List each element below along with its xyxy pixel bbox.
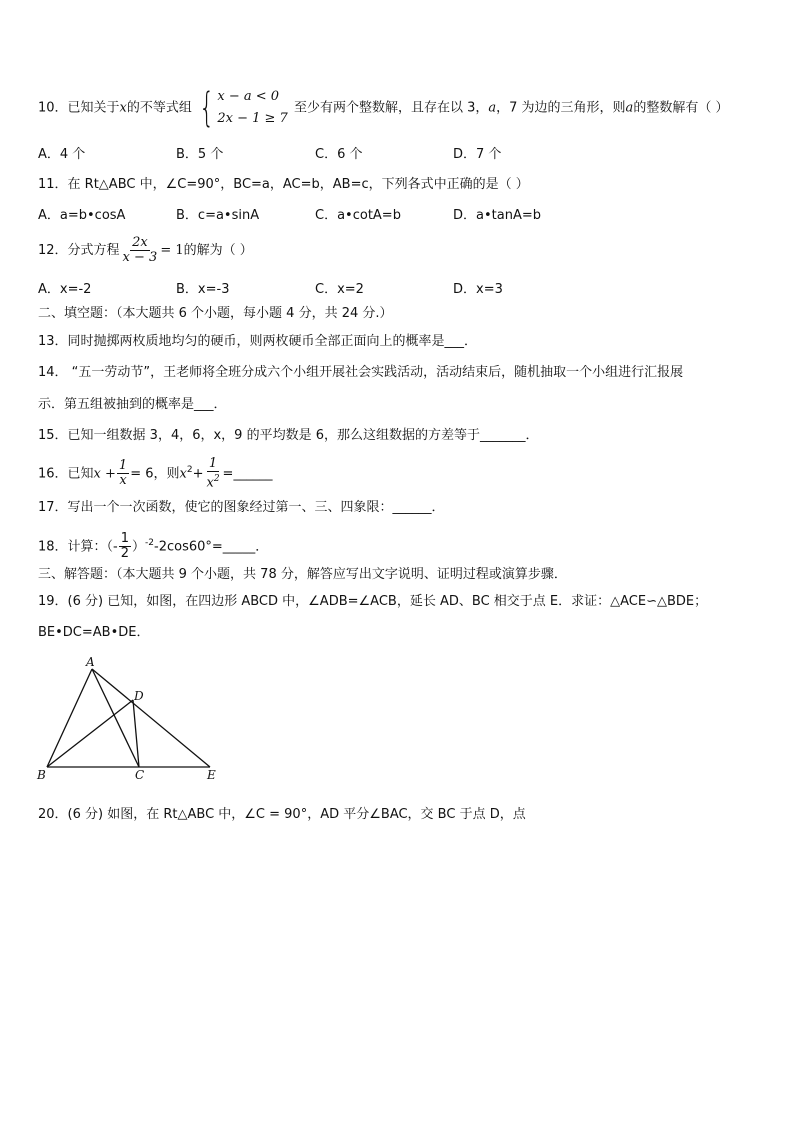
geometry-figure (30, 655, 230, 785)
q12-option-a: A．x=-2 (38, 282, 92, 297)
q16-plus: + (192, 466, 204, 482)
question-12 (38, 236, 253, 266)
q16-sq: 2 (186, 465, 193, 475)
q10-option-a: A．4 个 (38, 147, 86, 162)
label-e: E (207, 768, 216, 782)
q12-suffix: 的解为（ ） (183, 243, 253, 258)
q16-frac2-num: 1 (208, 456, 218, 472)
q10-mid: 的不等式组 (126, 100, 192, 116)
q16-blank: ______ (233, 466, 273, 482)
q16-frac1-num: 1 (118, 458, 128, 474)
q12-fraction (121, 236, 160, 265)
q12-option-d: D．x=3 (453, 282, 503, 297)
q12-prefix: 12．分式方程 (38, 243, 120, 258)
q18-num: 1 (120, 531, 130, 547)
brace-icon: { (198, 85, 215, 131)
q12-option-b: B．x=-3 (176, 282, 230, 297)
q11-option-d: D．a•tanA=b (453, 208, 541, 223)
question-14-line1: 14． “五一劳动节”，王老师将全班分成六个小组开展社会实践活动，活动结束后，随机抽取一个小组进行汇报展 (38, 365, 684, 380)
label-a: A (86, 655, 95, 669)
segment-ac (92, 669, 139, 767)
q12-eq: = 1 (160, 243, 184, 258)
q12-denominator: x − 3 (122, 250, 158, 265)
q10-var-x: x (119, 100, 127, 116)
q16-x-plus: x + (93, 466, 116, 482)
q12-option-c: C．x=2 (315, 282, 364, 297)
q16-eq2: = (222, 466, 234, 482)
q12-numerator: 2x (132, 235, 148, 250)
question-11: 11．在 Rt△ABC 中，∠C=90°，BC=a，AC=b，AB=c，下列各式中正确的是（ ） (38, 177, 529, 192)
question-20: 20．(6 分) 如图，在 Rt△ABC 中，∠C = 90°，AD 平分∠BAC，交 BC 于点 D，点 (38, 807, 526, 822)
q10-prefix: 10．已知关于 (38, 100, 120, 116)
q11-option-b: B．c=a•sinA (176, 208, 260, 223)
q16-prefix: 16．已知 (38, 466, 94, 482)
q16-frac1-den: x (119, 473, 127, 489)
label-b: B (37, 768, 46, 782)
section-2-heading: 二、填空题：（本大题共 6 个小题，每小题 4 分，共 24 分.） (38, 306, 393, 321)
segment-bd (47, 700, 133, 767)
question-14-line2: 示．第五组被抽到的概率是___． (38, 397, 227, 412)
q18-exp: -2 (145, 538, 155, 548)
label-d: D (134, 689, 144, 703)
label-c: C (135, 768, 145, 782)
q10-var-a: a (488, 100, 497, 116)
question-10 (38, 86, 728, 130)
q10-ineq2: 2x − 1 ≥ 7 (217, 111, 288, 126)
q16-fraction-2 (204, 457, 221, 490)
question-16 (38, 454, 272, 491)
q16-eq1: = 6，则 (130, 466, 180, 482)
q18-prefix: 18．计算：（- (38, 539, 118, 555)
q10-suffix2: ，7 为边的三角形，则 (496, 100, 626, 116)
q11-option-c: C．a•cotA=b (315, 208, 401, 223)
q10-option-b: B．5 个 (176, 147, 224, 162)
q10-option-c: C．6 个 (315, 147, 363, 162)
question-18 (38, 527, 268, 563)
question-19-line2: BE•DC=AB•DE． (38, 625, 150, 640)
question-13: 13．同时抛掷两枚质地均匀的硬币，则两枚硬币全部正面向上的概率是___． (38, 334, 478, 349)
question-15: 15．已知一组数据 3，4，6，x，9 的平均数是 6，那么这组数据的方差等于_______． (38, 428, 539, 443)
segment-ab (47, 669, 92, 767)
q18-suffix: -2cos60°=_____． (154, 539, 269, 555)
question-19-line1: 19．(6 分) 已知，如图，在四边形 ABCD 中，∠ADB=∠ACB，延长 AD、BC 相交于点 E．求证：△ACE∽△BDE； (38, 594, 708, 609)
q10-suffix3: 的整数解有（ ） (633, 100, 729, 116)
q10-option-d: D．7 个 (453, 147, 502, 162)
q18-den: 2 (120, 546, 130, 562)
q10-inequality-system (194, 86, 288, 130)
q16-x2: x (179, 466, 187, 482)
section-3-heading: 三、解答题：（本大题共 9 个小题，共 78 分，解答应写出文字说明、证明过程或演算步骤． (38, 567, 567, 582)
q10-var-a2: a (625, 100, 634, 116)
q18-close: ） (132, 539, 146, 555)
q18-fraction (119, 532, 131, 561)
q10-ineq1: x − a < 0 (217, 89, 280, 104)
question-17: 17．写出一个一次函数，使它的图象经过第一、三、四象限：______． (38, 500, 445, 515)
q16-fraction-1 (117, 459, 129, 488)
q16-frac2-den: $x^2$ (206, 474, 220, 491)
q10-suffix1: 至少有两个整数解，且存在以 3， (293, 100, 489, 116)
q11-option-a: A．a=b•cosA (38, 208, 126, 223)
